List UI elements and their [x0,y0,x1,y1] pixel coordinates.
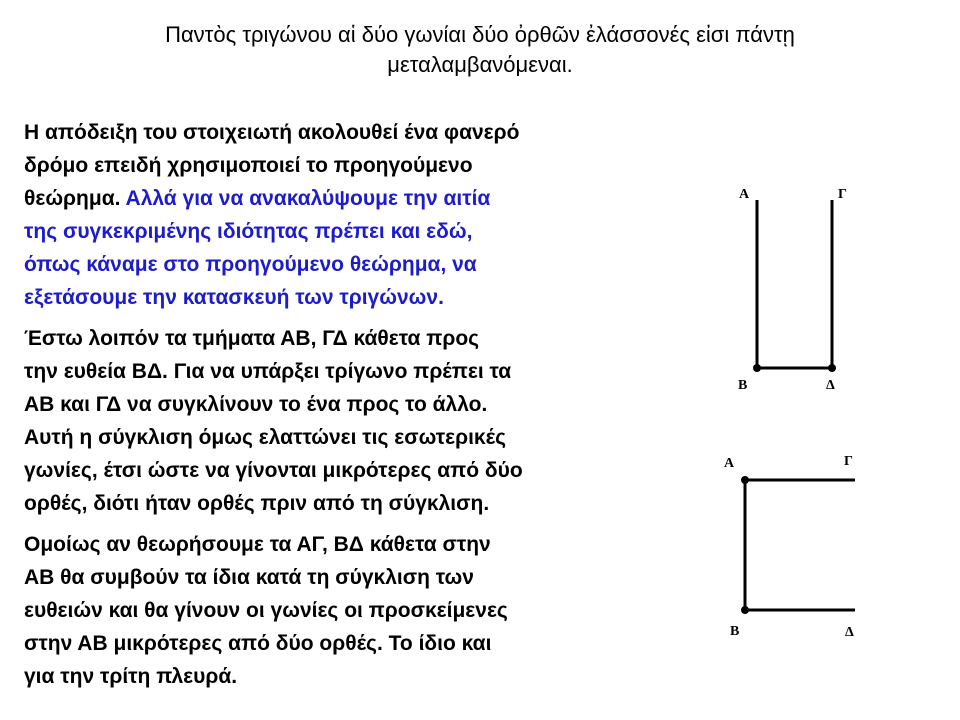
paragraph-3 [24,528,664,693]
diagram-perpendiculars-on-bd [738,187,847,393]
paragraph-1-line-3-blue: Αλλά για να ανακαλύψουμε την αιτία [125,187,491,210]
label-g-top: Γ [838,187,847,202]
point-b-top [753,364,761,372]
paragraph-2-line-2: την ευθεία ΒΔ. Για να υπάρξει τρίγωνο πρέπει τα [24,360,512,383]
slide-title-line-1: Παντὸς τριγώνου αἱ δύο γωνίαι δύο ὀρθῶν ἐλάσσονές εἰσι πάντῃ [165,22,795,47]
paragraph-2-line-1: Έστω λοιπόν τα τμήματα ΑΒ, ΓΔ κάθετα προς [24,327,480,350]
paragraph-1-line-6: εξετάσουμε την κατασκευή των τριγώνων. [24,286,444,309]
paragraph-1-line-3 [24,182,664,215]
paragraph-1-line-2: δρόμο επειδή χρησιμοποιεί το προηγούμενο [24,154,473,177]
label-a-bottom: Α [724,456,735,471]
point-a-bottom [741,476,749,484]
label-d-top: Δ [826,378,835,393]
slide-title-line-2: μεταλαμβανόμεναι. [387,52,573,77]
paragraph-3-line-2: ΑΒ θα συμβούν τα ίδια κατά τη σύγκλιση των [24,566,474,589]
label-d-bottom: Δ [845,625,854,640]
paragraph-1 [24,116,664,314]
slide-title [40,20,920,80]
point-d-top [828,364,836,372]
label-a-top: Α [739,187,750,202]
paragraph-3-line-4: στην ΑΒ μικρότερες από δύο ορθές. Το ίδιο και [24,632,492,655]
label-b-top: Β [738,378,748,393]
label-g-bottom: Γ [844,454,853,469]
paragraph-3-line-3: ευθειών και θα γίνουν οι γωνίες οι προσκείμενες [24,599,508,622]
paragraph-2 [24,322,664,520]
label-b-bottom: Β [730,624,740,639]
paragraph-1-line-1: Η απόδειξη του στοιχειωτή ακολουθεί ένα φανερό [24,121,520,144]
paragraph-2-line-5: γωνίες, έτσι ώστε να γίνονται μικρότερες από δύο [24,459,523,482]
proof-text [24,116,664,693]
paragraph-1-line-4: της συγκεκριμένης ιδιότητας πρέπει και εδώ, [24,220,473,243]
paragraph-2-line-6: ορθές, διότι ήταν ορθές πριν από τη σύγκλιση. [24,492,490,515]
diagram-perpendiculars-on-ab [724,454,855,640]
point-b-bottom [741,606,749,614]
paragraph-1-line-5: όπως κάναμε στο προηγούμενο θεώρημα, να [24,253,477,276]
paragraph-3-line-1: Ομοίως αν θεωρήσουμε τα ΑΓ, ΒΔ κάθετα στην [24,533,491,556]
paragraph-2-line-4: Αυτή η σύγκλιση όμως ελαττώνει τις εσωτερικές [24,426,507,449]
paragraph-1-line-3-black: θεώρημα. [24,187,126,210]
paragraph-3-line-5: για την τρίτη πλευρά. [24,665,238,688]
paragraph-2-line-3: ΑΒ και ΓΔ να συγκλίνουν το ένα προς το άλλο. [24,393,488,416]
